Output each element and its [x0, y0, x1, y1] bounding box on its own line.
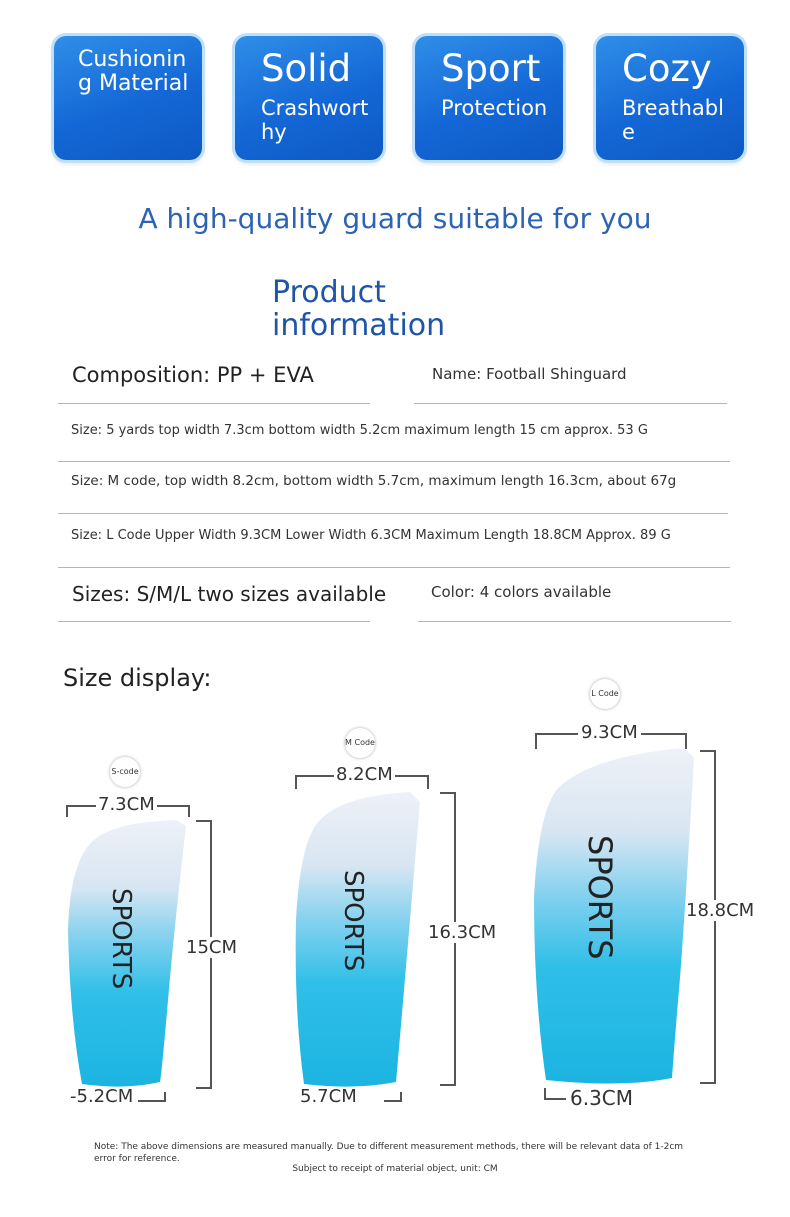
- feature-title: Sport: [441, 47, 541, 90]
- s-code-badge: S-code: [110, 757, 140, 787]
- size-m-text: Size: M code, top width 8.2cm, bottom width 5.7cm, maximum length 16.3cm, about 67g: [71, 473, 677, 489]
- s-bottom-width: -5.2CM: [70, 1086, 134, 1107]
- m-top-width: 8.2CM: [336, 764, 393, 785]
- divider: [418, 621, 731, 622]
- feature-tile-cozy: [596, 36, 744, 160]
- m-bottom-width: 5.7CM: [300, 1086, 357, 1107]
- product-info-title-line2: information: [272, 308, 446, 343]
- l-bottom-width: 6.3CM: [570, 1086, 634, 1110]
- l-bottom-bracket: [544, 1088, 566, 1100]
- sizes-text: Sizes: S/M/L two sizes available: [72, 582, 387, 606]
- product-info-title: [272, 276, 445, 342]
- feature-subtitle: Breathable: [622, 96, 724, 144]
- feature-subtitle: Protection: [441, 96, 548, 120]
- s-brand-text: SPORTS: [106, 888, 136, 990]
- m-brand-text: SPORTS: [338, 870, 368, 972]
- feature-title: Cozy: [622, 47, 712, 90]
- l-code-badge: L Code: [590, 679, 620, 709]
- feature-label: Cushioning Material: [78, 47, 189, 96]
- divider: [58, 621, 370, 622]
- divider: [58, 513, 728, 514]
- feature-subtitle: Crashworthy: [261, 96, 369, 144]
- unit-note: Subject to receipt of material object, unit: CM: [292, 1164, 498, 1174]
- s-top-width: 7.3CM: [98, 794, 155, 815]
- s-bottom-bracket: [138, 1092, 166, 1102]
- l-length: 18.8CM: [686, 900, 755, 921]
- tagline: A high-quality guard suitable for you: [138, 202, 652, 235]
- color-text: Color: 4 colors available: [431, 583, 612, 601]
- feature-tile-sport: [415, 36, 563, 160]
- product-info-title-line1: Product: [272, 275, 386, 310]
- s-length: 15CM: [186, 937, 238, 958]
- name-text: Name: Football Shinguard: [432, 365, 627, 383]
- feature-tile-cushioning: [54, 36, 202, 160]
- divider: [414, 403, 727, 404]
- measurement-note: Note: The above dimensions are measured manually. Due to different measurement methods, there will be relevant data of 1-2cm error for reference.: [94, 1142, 684, 1164]
- divider: [58, 567, 730, 568]
- feature-tile-solid: [235, 36, 383, 160]
- size-display-title: Size display:: [63, 664, 212, 692]
- divider: [58, 461, 730, 462]
- l-top-width: 9.3CM: [578, 722, 641, 743]
- divider: [58, 403, 370, 404]
- feature-title: Solid: [261, 47, 352, 90]
- size-s-text: Size: 5 yards top width 7.3cm bottom width 5.2cm maximum length 15 cm approx. 53 G: [71, 423, 648, 438]
- size-l-text: Size: L Code Upper Width 9.3CM Lower Width 6.3CM Maximum Length 18.8CM Approx. 89 G: [71, 528, 671, 543]
- m-length: 16.3CM: [428, 922, 497, 943]
- composition-text: Composition: PP + EVA: [72, 363, 314, 387]
- m-code-badge: M Code: [345, 728, 375, 758]
- m-bottom-bracket: [384, 1092, 402, 1102]
- l-brand-text: SPORTS: [581, 834, 619, 960]
